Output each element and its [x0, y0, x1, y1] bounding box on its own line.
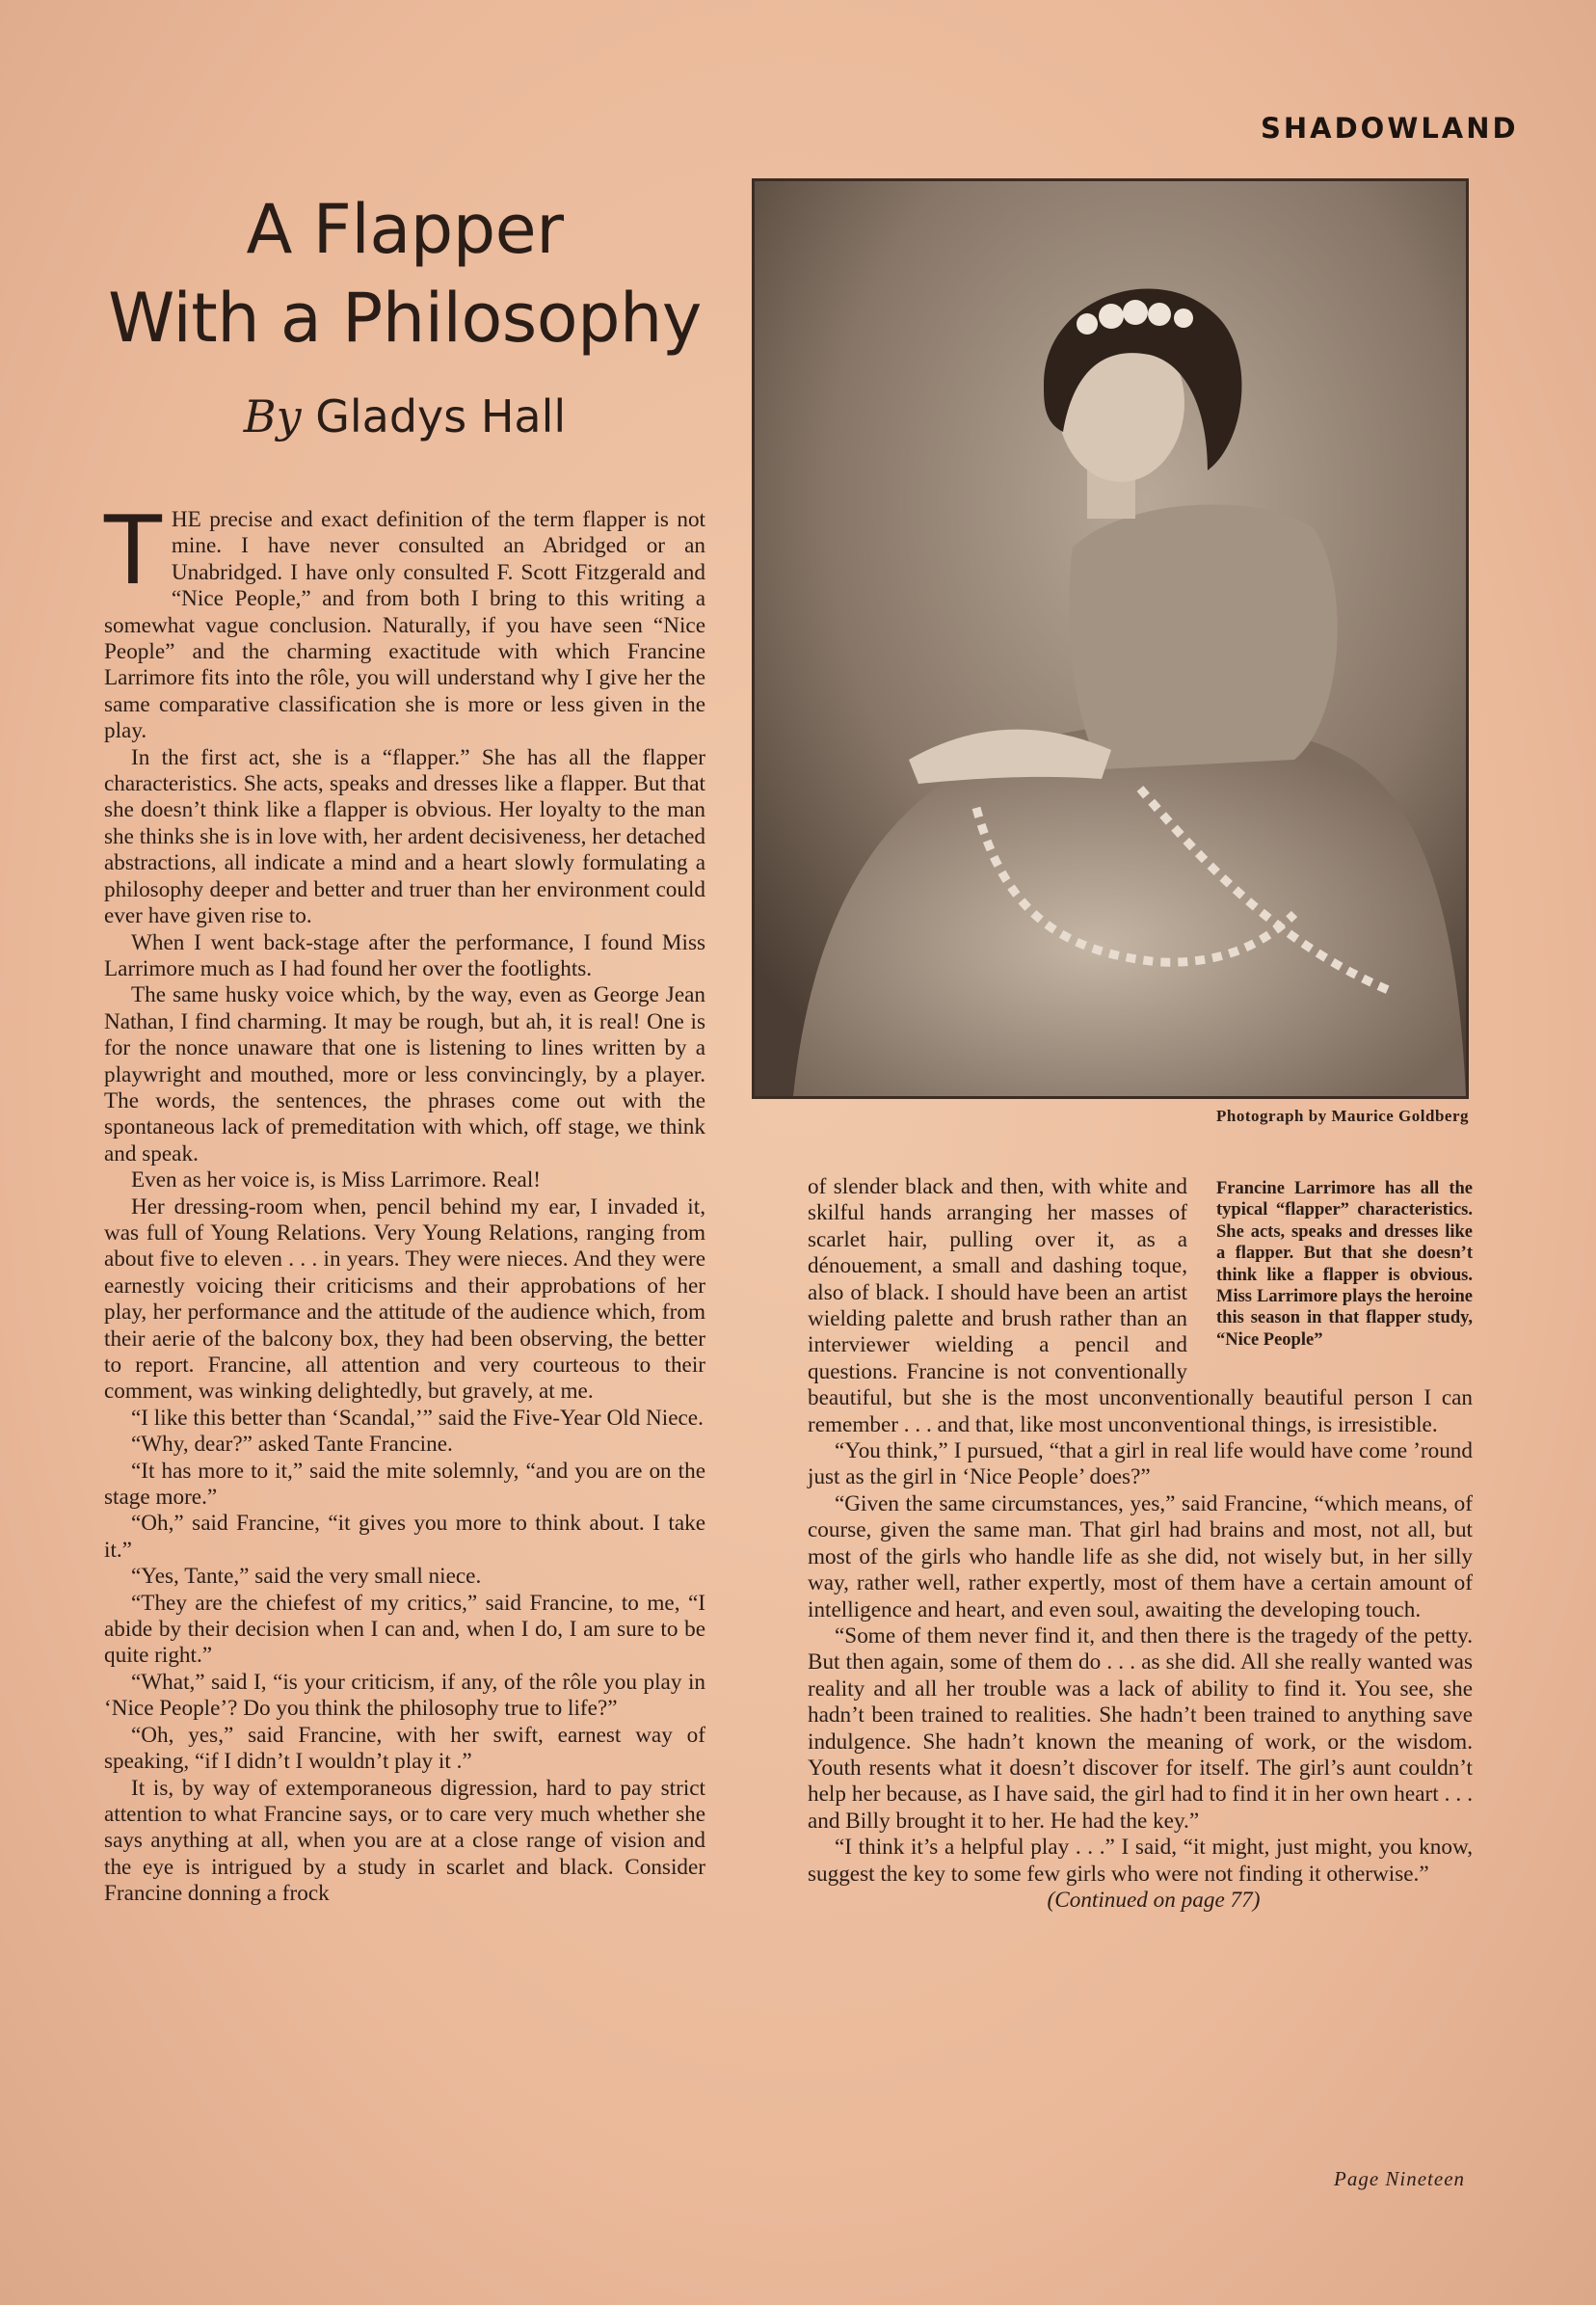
article-paragraph: Her dressing-room when, pencil behind my ear, I invaded it, was full of Young Relations. Very Young Relations, ranging from about five to eleven . . . in years. They were nieces. And they were earnestly voicing their criticisms and their approbations of her play, her performance and the attitude of the audience which, from their aerie of the balcony box, they had been observing, the better to report. Francine, all attention and very courteous to their comment, was winking delightedly, but gravely, at me. [104, 1193, 705, 1405]
title-line-2: With a Philosophy [108, 279, 702, 358]
article-paragraph: When I went back-stage after the performance, I found Miss Larrimore much as I had found her over the footlights. [104, 929, 705, 981]
portrait-photo [752, 178, 1469, 1099]
portrait-illustration [755, 181, 1466, 1096]
article-paragraph: “What,” said I, “is your criticism, if any, of the rôle you play in ‘Nice People’? Do you think the philosophy true to life?” [104, 1669, 705, 1722]
article-paragraph: Even as her voice is, is Miss Larrimore. Real! [131, 1167, 541, 1193]
article-paragraph: “I think it’s a helpful play . . .” I said, “it might, just might, you know, suggest the key to some few girls who were not finding it otherwise.” [808, 1835, 1473, 1887]
masthead: SHADOWLAND [1261, 112, 1519, 145]
byline [87, 390, 723, 442]
article-paragraph: “Oh, yes,” said Francine, with her swift, earnest way of speaking, “if I didn’t I wouldn’t play it .” [104, 1722, 705, 1775]
article-paragraph: “It has more to it,” said the mite solemnly, “and you are on the stage more.” [104, 1458, 705, 1511]
article-paragraph: The same husky voice which, by the way, even as George Jean Nathan, I find charming. It may be rough, but ah, it is real! One is for the nonce unaware that one is listening to lines written by a playwright and mouthed, more or less convincingly, by a player. The words, the sentences, the phrases come out with the spontaneous lack of premeditation with which, off stage, we think and speak. [104, 982, 705, 1166]
article-title [87, 185, 723, 362]
article-paragraph: It is, by way of extemporaneous digression, hard to pay strict attention to what Francine says, or to care very much whether she says anything at all, when you are at a close range of vision and the eye is intrigued by a study in scarlet and black. Consider Francine donning a frock [104, 1775, 705, 1907]
byline-by: By [243, 390, 302, 442]
page-number: Page Nineteen [1334, 2167, 1466, 2190]
article-paragraph: “You think,” I pursued, “that a girl in real life would have come ’round just as the girl in ‘Nice People’ does?” [808, 1438, 1473, 1490]
article-paragraph: In the first act, she is a “flapper.” She has all the flapper characteristics. She acts, speaks and dresses like a flapper. But that she doesn’t think like a flapper is obvious. Her loyalty to the man she thinks she is in love with, her ardent decisiveness, her detached abstractions, all indicate a mind and a heart slowly formulating a philosophy deeper and better and truer than her environment could ever have given rise to. [104, 744, 705, 929]
photo-caption: Francine Larrimore has all the typical “flapper” characteristics. She acts, speaks and dresses like a flapper. But that she doesn’t think like a flapper is obvious. Miss Larrimore plays the heroine this season in that flapper study, “Nice People” [1216, 1179, 1473, 1350]
article-paragraph: THE precise and exact definition of the term flapper is not mine. I have never consulted an Abridged or an Unabridged. I have only consulted F. Scott Fitzgerald and “Nice People,” and from both I bring to this writing a somewhat vague conclusion. Naturally, if you have seen “Nice People” and the charming exactitude with which Francine Larrimore fits into the rôle, you will understand why I give her the same comparative classification she is more or less given in the play. [104, 496, 705, 744]
article-paragraph: of slender black and then, with white and skilful hands arranging her masses of scarlet hair, pulling over it, as a dénouement, a small and dashing toque, also of black. I should have been an artist wielding palette and brush rather than an interviewer wielding a pencil and questions. Francine is not conventionally beautiful, but she is the most unconventionally beautiful person I can remember . . . and that, like most unconventional things, is irresistible. [808, 1174, 1473, 1437]
article-paragraph: “I like this better than ‘Scandal,’” said the Five-Year Old Niece. [131, 1405, 704, 1431]
article-paragraph: “Some of them never find it, and then there is the tragedy of the petty. But then again, some of them do . . . as she did. All she really wanted was reality and all her trouble was a lack of ability to find it. You see, she hadn’t been trained to realities. She hadn’t been trained to anything save indulgence. She hadn’t known the meaning of work, or the wisdom. Youth resents what it doesn’t discover for itself. The girl’s aunt couldn’t help her because, as I have said, the girl had to find it in her own heart . . . and Billy brought it to her. He had the key.” [808, 1622, 1473, 1834]
photo-credit: Photograph by Maurice Goldberg [1216, 1107, 1469, 1125]
article-paragraph: “Why, dear?” asked Tante Francine. [131, 1432, 453, 1458]
title-line-1: A Flapper [246, 190, 564, 269]
article-paragraph: “Given the same circumstances, yes,” said Francine, “which means, of course, given the same man. That girl had brains and most, not all, but most of the girls who handle life as she did, not wisely but, in her silly way, rather well, rather expertly, most of them have a certain amount of intelligence and heart, and even soul, awaiting the developing touch. [808, 1490, 1473, 1622]
article-paragraph: “They are the chiefest of my critics,” said Francine, to me, “I abide by their decision when I can and, when I do, I am sure to be quite right.” [104, 1590, 705, 1669]
article-paragraph: “Oh,” said Francine, “it gives you more to think about. I take it.” [104, 1511, 705, 1563]
continued-note: (Continued on page 77) [1047, 1887, 1261, 1913]
drop-cap: T [104, 496, 162, 606]
byline-author: Gladys Hall [315, 390, 567, 442]
article-column-1 [104, 496, 705, 1908]
article-paragraph: “Yes, Tante,” said the very small niece. [131, 1564, 482, 1590]
article-column-2 [808, 1174, 1473, 1914]
